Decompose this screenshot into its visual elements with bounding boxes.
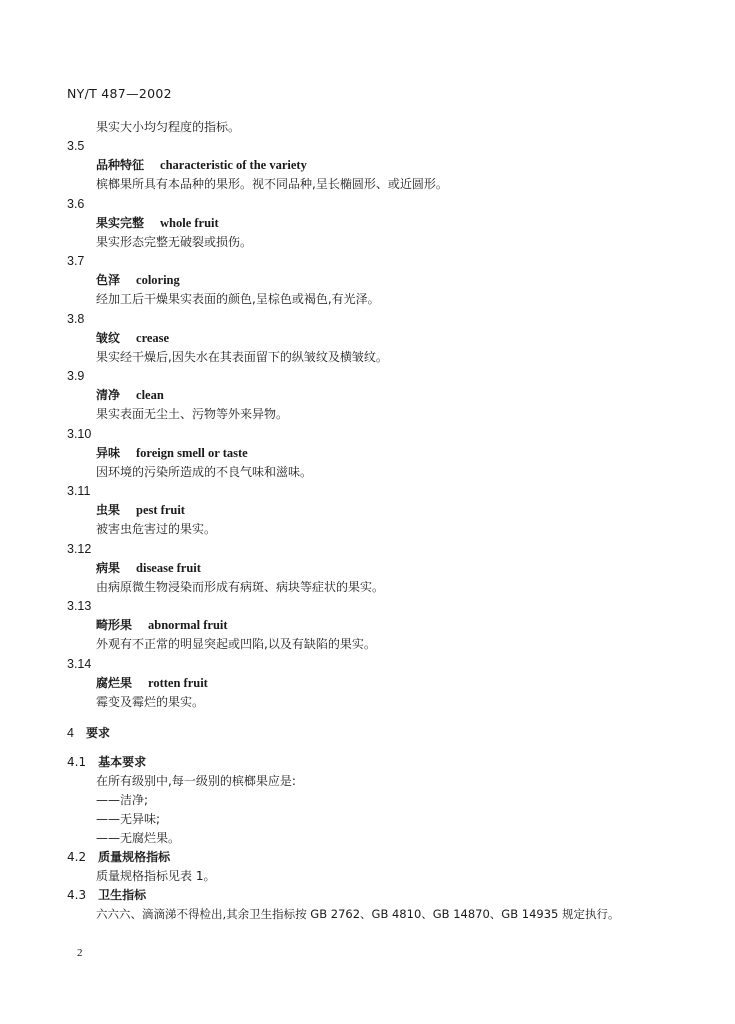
term-en: coloring (136, 273, 180, 287)
clause-number: 3.14 (67, 657, 92, 671)
subsection-title: 卫生指标 (98, 888, 147, 902)
clause-number: 3.10 (67, 427, 92, 441)
clause-number: 3.5 (67, 139, 85, 153)
term-definition: 霉变及霉烂的果实。 (96, 695, 205, 709)
term-zh: 清净 (96, 388, 121, 402)
term-definition: 果实形态完整无破裂或损伤。 (96, 235, 253, 249)
term-heading (96, 446, 248, 460)
subsection-heading (67, 755, 146, 769)
term-definition: 因环境的污染所造成的不良气味和滋味。 (96, 465, 313, 479)
clause-number: 3.12 (67, 542, 92, 556)
term-zh: 果实完整 (96, 216, 145, 230)
term-en: pest fruit (136, 503, 185, 517)
clause-number: 3.7 (67, 254, 85, 268)
subsection-heading (67, 850, 170, 864)
clause-number: 3.8 (67, 312, 85, 326)
term-heading (96, 216, 219, 230)
list-item: ——洁净; (96, 793, 149, 807)
term-heading (96, 676, 208, 690)
term-en: clean (136, 388, 164, 402)
clause-number: 3.13 (67, 599, 92, 613)
definition-continuation: 果实大小均匀程度的指标。 (96, 120, 241, 134)
term-definition: 槟榔果所具有本品种的果形。视不同品种,呈长椭圆形、或近圆形。 (96, 177, 448, 191)
section-heading (67, 726, 110, 740)
standard-code-header: NY/T 487—2002 (67, 86, 172, 101)
clause-number: 3.11 (67, 484, 91, 498)
term-definition: 被害虫危害过的果实。 (96, 522, 217, 536)
clause-number: 3.9 (67, 369, 85, 383)
term-zh: 品种特征 (96, 158, 145, 172)
term-definition: 果实经干燥后,因失水在其表面留下的纵皱纹及横皱纹。 (96, 350, 388, 364)
term-definition: 经加工后干燥果实表面的颜色,呈棕色或褐色,有光泽。 (96, 292, 380, 306)
subsection-number: 4.3 (67, 888, 87, 902)
term-heading (96, 388, 164, 402)
term-heading (96, 618, 228, 632)
term-en: foreign smell or taste (136, 446, 248, 460)
list-item: ——无腐烂果。 (96, 831, 181, 845)
term-heading (96, 561, 201, 575)
list-item: ——无异味; (96, 812, 161, 826)
subsection-text: 质量规格指标见表 1。 (96, 869, 216, 883)
term-zh: 异味 (96, 446, 121, 460)
term-en: characteristic of the variety (160, 158, 307, 172)
term-en: rotten fruit (148, 676, 208, 690)
term-zh: 虫果 (96, 503, 121, 517)
term-heading (96, 331, 169, 345)
term-definition: 由病原微生物浸染而形成有病斑、病块等症状的果实。 (96, 580, 385, 594)
term-definition: 果实表面无尘土、污物等外来异物。 (96, 407, 289, 421)
section-number: 4 (67, 726, 74, 740)
term-heading (96, 503, 185, 517)
page-number: 2 (77, 947, 83, 959)
subsection-number: 4.1 (67, 755, 87, 769)
subsection-text: 在所有级别中,每一级别的槟榔果应是: (96, 774, 296, 788)
term-zh: 皱纹 (96, 331, 121, 345)
section-title: 要求 (85, 726, 110, 740)
term-zh: 病果 (96, 561, 121, 575)
term-heading (96, 273, 180, 287)
term-definition: 外观有不正常的明显突起或凹陷,以及有缺陷的果实。 (96, 637, 376, 651)
subsection-text: 六六六、滴滴涕不得检出,其余卫生指标按 GB 2762、GB 4810、GB 14870、GB 14935 规定执行。 (96, 907, 620, 921)
clause-number: 3.6 (67, 197, 85, 211)
term-zh: 色泽 (96, 273, 121, 287)
term-en: abnormal fruit (148, 618, 228, 632)
term-en: disease fruit (136, 561, 201, 575)
term-zh: 腐烂果 (96, 676, 133, 690)
term-en: crease (136, 331, 170, 345)
subsection-title: 基本要求 (98, 755, 147, 769)
term-en: whole fruit (160, 216, 219, 230)
term-heading (96, 158, 307, 172)
subsection-title: 质量规格指标 (98, 850, 171, 864)
subsection-number: 4.2 (67, 850, 87, 864)
subsection-heading (67, 888, 146, 902)
term-zh: 畸形果 (96, 618, 133, 632)
